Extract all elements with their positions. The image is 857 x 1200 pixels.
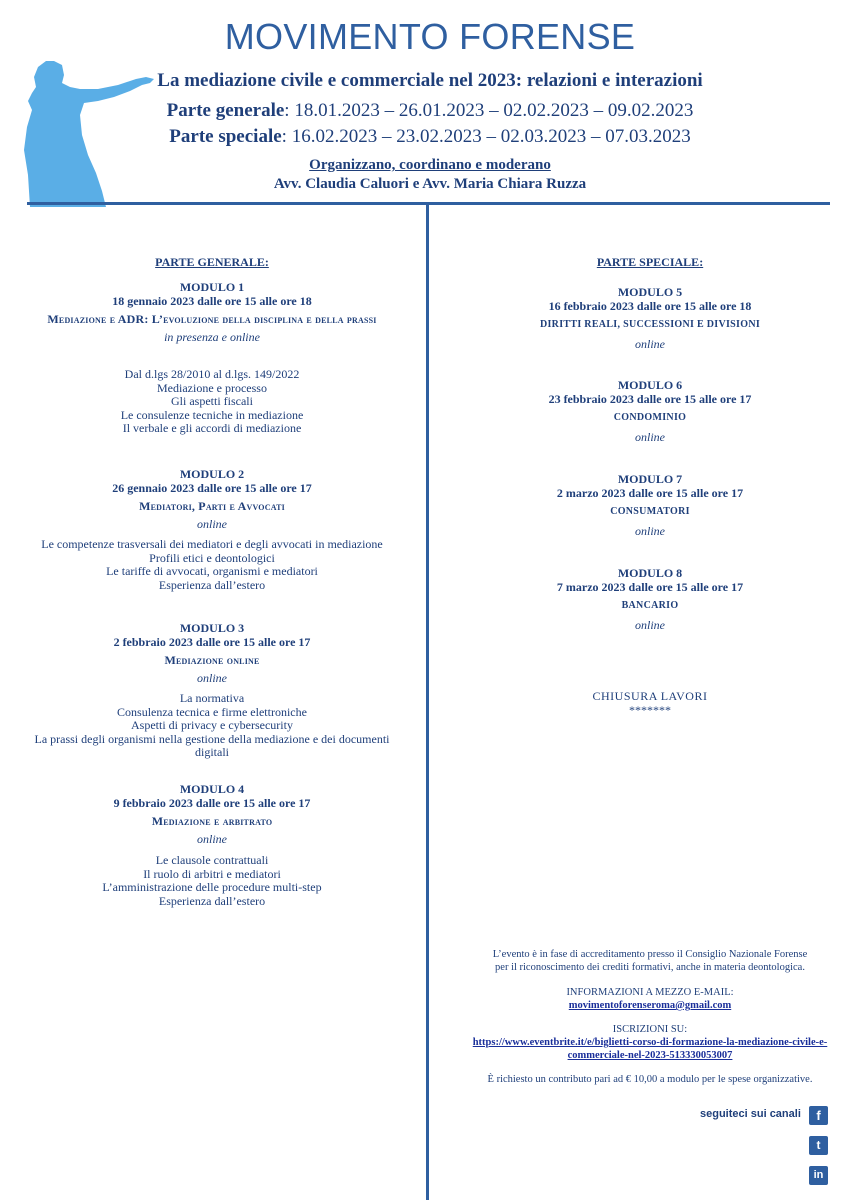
accreditation-line-1: L’evento è in fase di accreditamento presso il Consiglio Nazionale Forense <box>492 949 808 960</box>
left-heading <box>28 255 396 269</box>
modulo-1-title: MODULO 1 <box>179 280 245 294</box>
linkedin-icon[interactable]: in <box>809 1166 828 1185</box>
list-item: digitali <box>195 745 229 759</box>
column-divider <box>426 204 429 1200</box>
list-item: Le clausole contrattuali <box>155 853 269 867</box>
modulo-7-topic: CONSUMATORI <box>610 506 690 517</box>
modulo-2-mode: online <box>197 517 227 531</box>
modulo-3 <box>28 621 396 685</box>
modulo-5-title: MODULO 5 <box>617 285 683 299</box>
modulo-6-date: 23 febbraio 2023 dalle ore 15 alle ore 17 <box>548 392 752 406</box>
list-item: Dal d.lgs 28/2010 al d.lgs. 149/2022 <box>124 367 300 381</box>
parte-generale-heading: PARTE GENERALE: <box>155 255 269 269</box>
modulo-3-topic: Mediazione online <box>164 653 260 667</box>
modulo-6 <box>450 378 850 444</box>
modulo-4-title: MODULO 4 <box>179 782 245 796</box>
parte-speciale-date-list: : 16.02.2023 – 23.02.2023 – 02.03.2023 – 07.03.2023 <box>281 126 691 147</box>
modulo-2-topic: Mediatori, Parti e Avvocati <box>139 499 285 513</box>
list-item: Aspetti di privacy e cybersecurity <box>131 718 293 732</box>
modulo-4-mode: online <box>197 832 227 846</box>
modulo-7-date: 2 marzo 2023 dalle ore 15 alle ore 17 <box>556 486 744 500</box>
modulo-5 <box>450 285 850 351</box>
social-label: seguiteci sui canali <box>700 1108 801 1120</box>
parte-generale-date-list: : 18.01.2023 – 26.01.2023 – 02.02.2023 – 09.02.2023 <box>284 100 694 121</box>
accreditation-line-2: per il riconoscimento dei crediti formativi, anche in materia deontologica. <box>495 962 805 973</box>
list-item: Esperienza dall’estero <box>158 893 266 908</box>
modulo-5-mode: online <box>635 337 665 351</box>
modulo-6-topic: CONDOMINIO <box>613 412 687 423</box>
closing <box>450 689 850 717</box>
event-title: La mediazione civile e commerciale nel 2023: relazioni e interazioni <box>157 70 703 91</box>
email-info <box>450 986 850 1012</box>
modulo-3-mode: online <box>197 671 227 685</box>
modulo-4-date: 9 febbraio 2023 dalle ore 15 alle ore 17 <box>113 796 311 810</box>
modulo-3-title: MODULO 3 <box>179 621 245 635</box>
modulo-7 <box>450 472 850 538</box>
modulo-4 <box>28 782 396 846</box>
modulo-3-date: 2 febbraio 2023 dalle ore 15 alle ore 17 <box>113 635 311 649</box>
list-item: Mediazione e processo <box>157 380 267 395</box>
list-item: Le competenze trasversali dei mediatori e degli avvocati in mediazione <box>41 537 383 551</box>
modulo-8-title: MODULO 8 <box>617 566 683 580</box>
list-item: Gli aspetti fiscali <box>171 394 253 408</box>
right-heading <box>450 255 850 269</box>
parte-generale-label: Parte generale <box>166 100 285 121</box>
modulo-7-mode: online <box>635 524 665 538</box>
modulo-4-topic: Mediazione e arbitrato <box>151 814 273 828</box>
closing-stars: ******* <box>629 703 671 717</box>
registration-info <box>450 1023 850 1062</box>
modulo-1-mode: in presenza e online <box>164 330 260 344</box>
registration-link-line-1[interactable]: https://www.eventbrite.it/e/biglietti-corso-di-formazione-la-mediazione-civile-e- <box>472 1037 828 1048</box>
registration-link[interactable] <box>450 1036 850 1062</box>
modulo-5-date: 16 febbraio 2023 dalle ore 15 alle ore 18 <box>548 299 752 313</box>
closing-label: CHIUSURA LAVORI <box>592 689 708 703</box>
registration-link-line-2[interactable]: commerciale-nel-2023-513330053007 <box>567 1050 733 1061</box>
parte-speciale-heading: PARTE SPECIALE: <box>596 255 704 269</box>
list-item: Le tariffe di avvocati, organismi e mediatori <box>106 564 318 578</box>
modulo-1-date: 18 gennaio 2023 dalle ore 15 alle ore 18 <box>112 294 312 308</box>
list-item: La prassi degli organismi nella gestione della mediazione e dei documenti <box>34 731 390 746</box>
modulo-6-mode: online <box>635 430 665 444</box>
parte-speciale-label: Parte speciale <box>169 126 282 147</box>
modulo-6-title: MODULO 6 <box>617 378 683 392</box>
list-item: Le consulenze tecniche in mediazione <box>120 407 304 422</box>
modulo-8-date: 7 marzo 2023 dalle ore 15 alle ore 17 <box>556 580 744 594</box>
statue-logo <box>18 55 168 207</box>
parte-generale-dates <box>150 100 710 122</box>
email-label: INFORMAZIONI A MEZZO E-MAIL: <box>566 987 734 998</box>
modulo-2-items <box>28 538 396 592</box>
list-item: La normativa <box>179 691 245 705</box>
list-item: Il ruolo di arbitri e mediatori <box>143 866 281 881</box>
contribution-note: È richiesto un contributo pari ad € 10,00 a modulo per le spese organizzative. <box>487 1074 813 1085</box>
list-item: Consulenza tecnica e firme elettroniche <box>117 704 307 719</box>
modulo-2 <box>28 467 396 531</box>
list-item: Il verbale e gli accordi di mediazione <box>122 421 302 435</box>
modulo-4-items <box>28 854 396 908</box>
list-item: L’amministrazione delle procedure multi-step <box>102 880 322 894</box>
list-item: Profili etici e deontologici <box>149 550 275 565</box>
organizers-names: Avv. Claudia Caluori e Avv. Maria Chiara Ruzza <box>273 176 587 192</box>
modulo-1-items <box>28 368 396 436</box>
modulo-8-mode: online <box>635 618 665 632</box>
parte-speciale-dates <box>150 126 710 148</box>
modulo-1 <box>28 280 396 344</box>
registration-label: ISCRIZIONI SU: <box>612 1024 688 1035</box>
modulo-3-items <box>28 692 396 760</box>
facebook-icon[interactable]: f <box>809 1106 828 1125</box>
list-item: Esperienza dall’estero <box>158 577 266 592</box>
modulo-2-title: MODULO 2 <box>179 467 245 481</box>
accreditation <box>450 948 850 974</box>
modulo-8-topic: BANCARIO <box>621 600 679 611</box>
modulo-5-topic: DIRITTI REALI, SUCCESSIONI E DIVISIONI <box>539 319 761 330</box>
modulo-1-topic: Mediazione e ADR: L’evoluzione della disciplina e della prassi <box>47 312 377 326</box>
email-link[interactable]: movimentoforenseroma@gmail.com <box>568 1000 732 1011</box>
modulo-8 <box>450 566 850 632</box>
twitter-icon[interactable]: t <box>809 1136 828 1155</box>
modulo-7-title: MODULO 7 <box>617 472 683 486</box>
org-title: MOVIMENTO FORENSE <box>224 16 636 57</box>
modulo-2-date: 26 gennaio 2023 dalle ore 15 alle ore 17 <box>112 481 312 495</box>
organizers-label: Organizzano, coordinano e moderano <box>309 157 551 173</box>
